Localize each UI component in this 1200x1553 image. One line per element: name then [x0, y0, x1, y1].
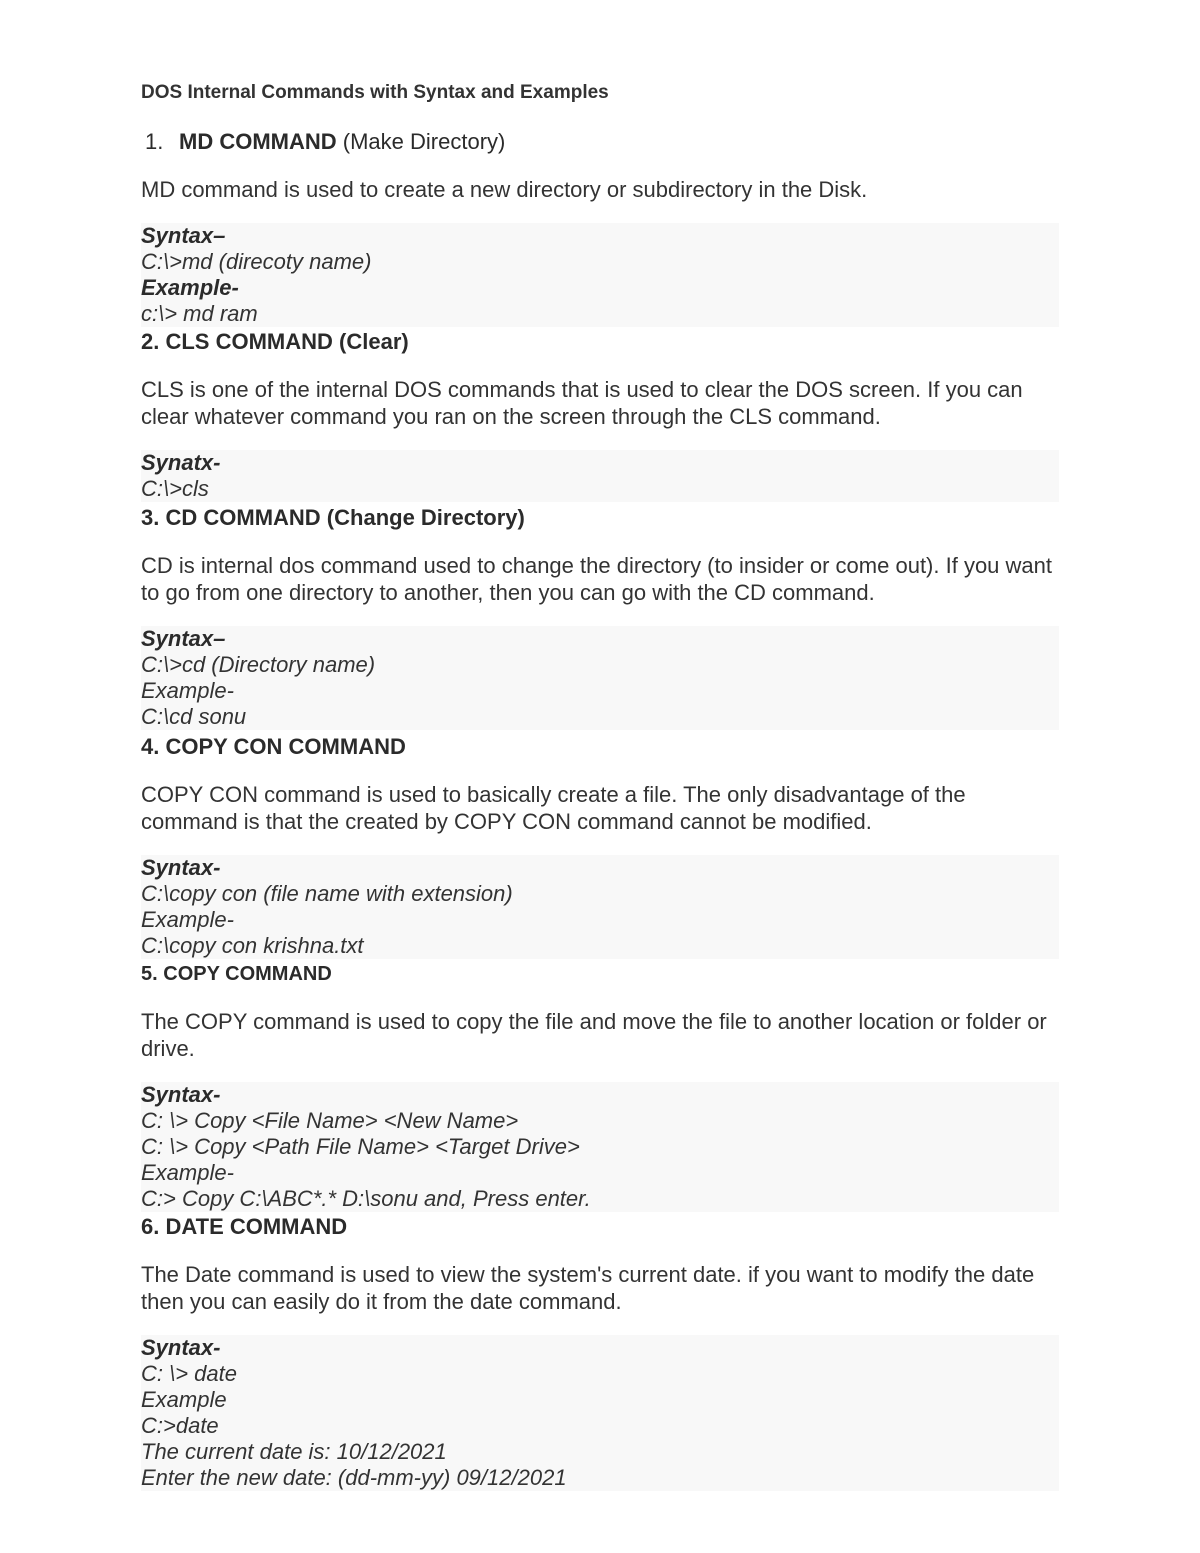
section-md-command	[141, 128, 1059, 327]
command-name: MD COMMAND	[179, 129, 337, 154]
example-label: Example-	[141, 907, 234, 932]
example-output-line: The current date is: 10/12/2021	[141, 1439, 447, 1464]
list-number: 6.	[141, 1214, 160, 1239]
example-label: Example-	[141, 275, 239, 300]
example-label: Example	[141, 1387, 227, 1412]
section-date-command	[141, 1213, 1059, 1491]
list-number: 3.	[141, 505, 160, 530]
syntax-block	[141, 223, 1059, 327]
syntax-label: Syntax-	[141, 855, 221, 880]
section-copy-command	[141, 960, 1059, 1212]
syntax-line: C:\>cls	[141, 476, 209, 501]
list-number: 4.	[141, 734, 160, 759]
list-number: 5.	[141, 963, 158, 985]
command-alias: (Make Directory)	[342, 129, 506, 154]
syntax-label: Syntax–	[141, 626, 226, 651]
syntax-line: C:\>md (direcoty name)	[141, 249, 372, 274]
example-line: C:\copy con krishna.txt	[141, 933, 364, 958]
section-copy-con-command	[141, 733, 1059, 959]
syntax-line: C:\copy con (file name with extension)	[141, 881, 513, 906]
section-description: The COPY command is used to copy the file and move the file to another location or folder or drive.	[141, 1009, 1047, 1061]
section-heading	[141, 733, 1059, 761]
section-heading	[141, 1213, 1059, 1241]
command-name: CD COMMAND (Change Directory)	[165, 505, 525, 530]
command-name: CLS COMMAND (Clear)	[165, 329, 409, 354]
section-heading	[141, 960, 1059, 988]
command-name: COPY CON COMMAND	[165, 734, 406, 759]
syntax-label: Synatx-	[141, 450, 221, 475]
syntax-block	[141, 450, 1059, 502]
syntax-line: C: \> Copy <Path File Name> <Target Drive>	[141, 1134, 580, 1159]
section-description: MD command is used to create a new directory or subdirectory in the Disk.	[141, 177, 868, 202]
syntax-line: C:\>cd (Directory name)	[141, 652, 376, 677]
syntax-line: C: \> date	[141, 1361, 238, 1386]
example-label: Example-	[141, 1160, 234, 1185]
example-line: c:\> md ram	[141, 301, 258, 326]
example-label: Example-	[141, 678, 234, 703]
section-description: CLS is one of the internal DOS commands that is used to clear the DOS screen. If you can clear whatever command you ran on the screen through the CLS command.	[141, 377, 1023, 429]
list-number: 2.	[141, 329, 160, 354]
section-cd-command	[141, 504, 1059, 730]
section-heading	[141, 328, 1059, 356]
syntax-block	[141, 626, 1059, 730]
section-description: CD is internal dos command used to change the directory (to insider or come out). If you want to go from one directory to another, then you can go with the CD command.	[141, 553, 1052, 605]
document-title: DOS Internal Commands with Syntax and Examples	[141, 82, 609, 103]
example-output-line: Enter the new date: (dd-mm-yy) 09/12/2021	[141, 1465, 567, 1490]
syntax-label: Syntax-	[141, 1335, 221, 1360]
command-name: COPY COMMAND	[163, 963, 332, 985]
syntax-label: Syntax-	[141, 1082, 221, 1107]
example-line: C:> Copy C:\ABC*.* D:\sonu and, Press enter.	[141, 1186, 591, 1211]
section-heading	[141, 504, 1059, 532]
command-name: DATE COMMAND	[165, 1214, 348, 1239]
section-cls-command	[141, 328, 1059, 502]
example-line: C:>date	[141, 1413, 219, 1438]
syntax-label: Syntax–	[141, 223, 226, 248]
syntax-line: C: \> Copy <File Name> <New Name>	[141, 1108, 519, 1133]
section-description: The Date command is used to view the system's current date. if you want to modify the date then you can easily do it from the date command.	[141, 1262, 1035, 1314]
syntax-block	[141, 1335, 1059, 1491]
syntax-block	[141, 855, 1059, 959]
example-line: C:\cd sonu	[141, 704, 247, 729]
section-heading	[141, 128, 1059, 156]
section-description: COPY CON command is used to basically create a file. The only disadvantage of the command is that the created by COPY CON command cannot be modified.	[141, 782, 966, 834]
list-number: 1.	[145, 129, 164, 154]
syntax-block	[141, 1082, 1059, 1212]
